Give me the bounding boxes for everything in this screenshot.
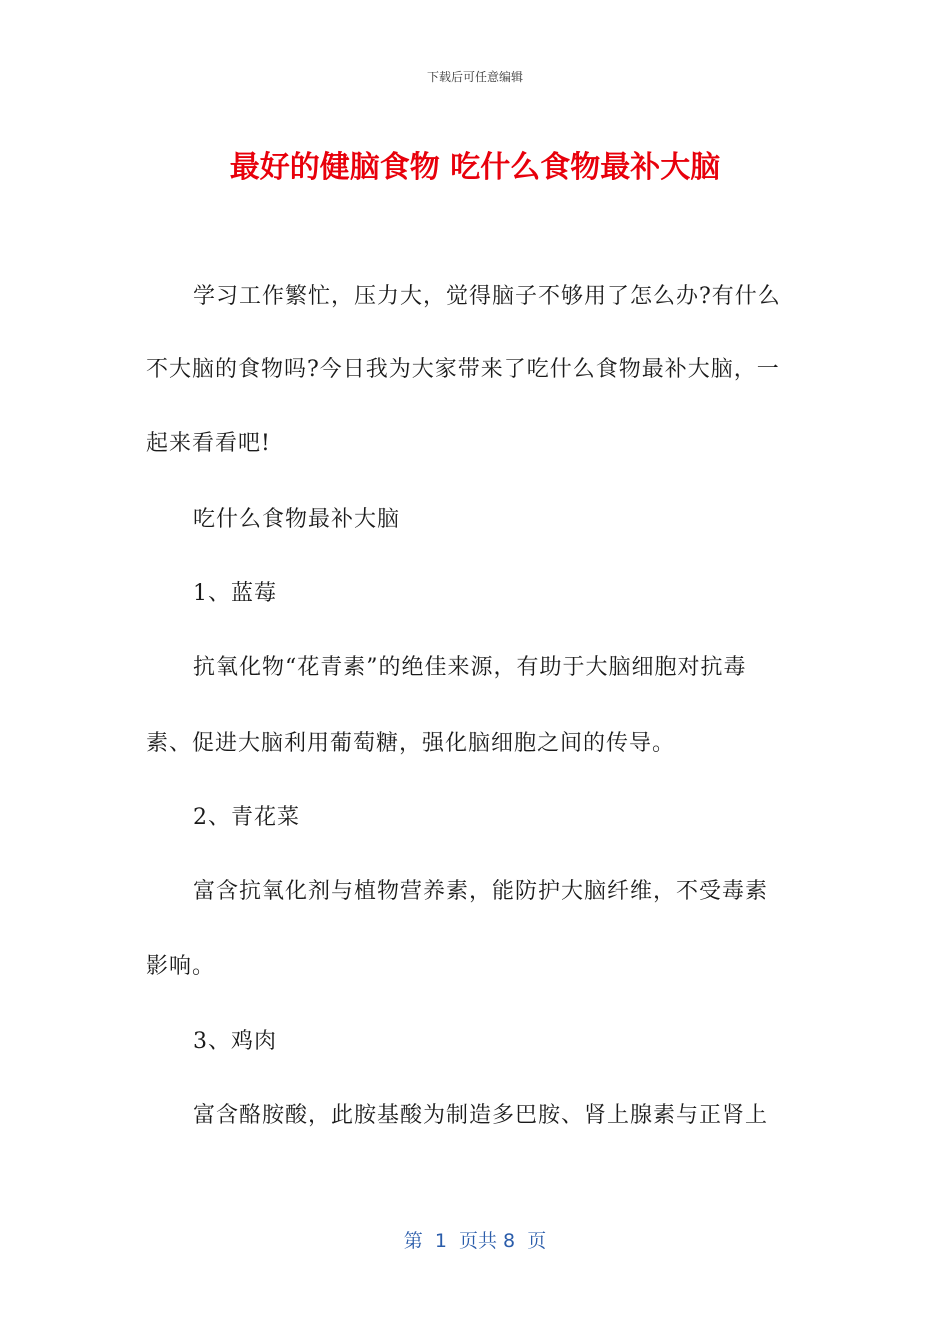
section-heading: 吃什么食物最补大脑: [193, 507, 401, 532]
item-heading-chicken: 3、鸡肉: [193, 1029, 277, 1054]
body-line-1: 学习工作繁忙，压力大，觉得脑子不够用了怎么办?有什么: [193, 284, 781, 309]
item-heading-broccoli: 2、青花菜: [193, 805, 300, 830]
body-line-blueberry-1: 抗氧化物“花青素”的绝佳来源，有助于大脑细胞对抗毒: [193, 655, 747, 680]
page-title: 最好的健脑食物 吃什么食物最补大脑: [229, 150, 721, 185]
header-note: 下载后可任意编辑: [426, 70, 523, 84]
body-line-2: 不大脑的食物吗?今日我为大家带来了吃什么食物最补大脑，一: [146, 357, 780, 382]
page-number-footer: 第 1 页共 8 页: [403, 1230, 547, 1252]
body-line-broccoli-2: 影响。: [146, 954, 216, 979]
body-line-blueberry-2: 素、促进大脑利用葡萄糖，强化脑细胞之间的传导。: [146, 731, 676, 756]
item-heading-blueberry: 1、蓝莓: [193, 581, 277, 606]
body-line-chicken-1: 富含酪胺酸，此胺基酸为制造多巴胺、肾上腺素与正肾上: [193, 1103, 769, 1128]
body-line-broccoli-1: 富含抗氧化剂与植物营养素，能防护大脑纤维，不受毒素: [193, 879, 769, 904]
body-line-3: 起来看看吧!: [146, 431, 271, 456]
